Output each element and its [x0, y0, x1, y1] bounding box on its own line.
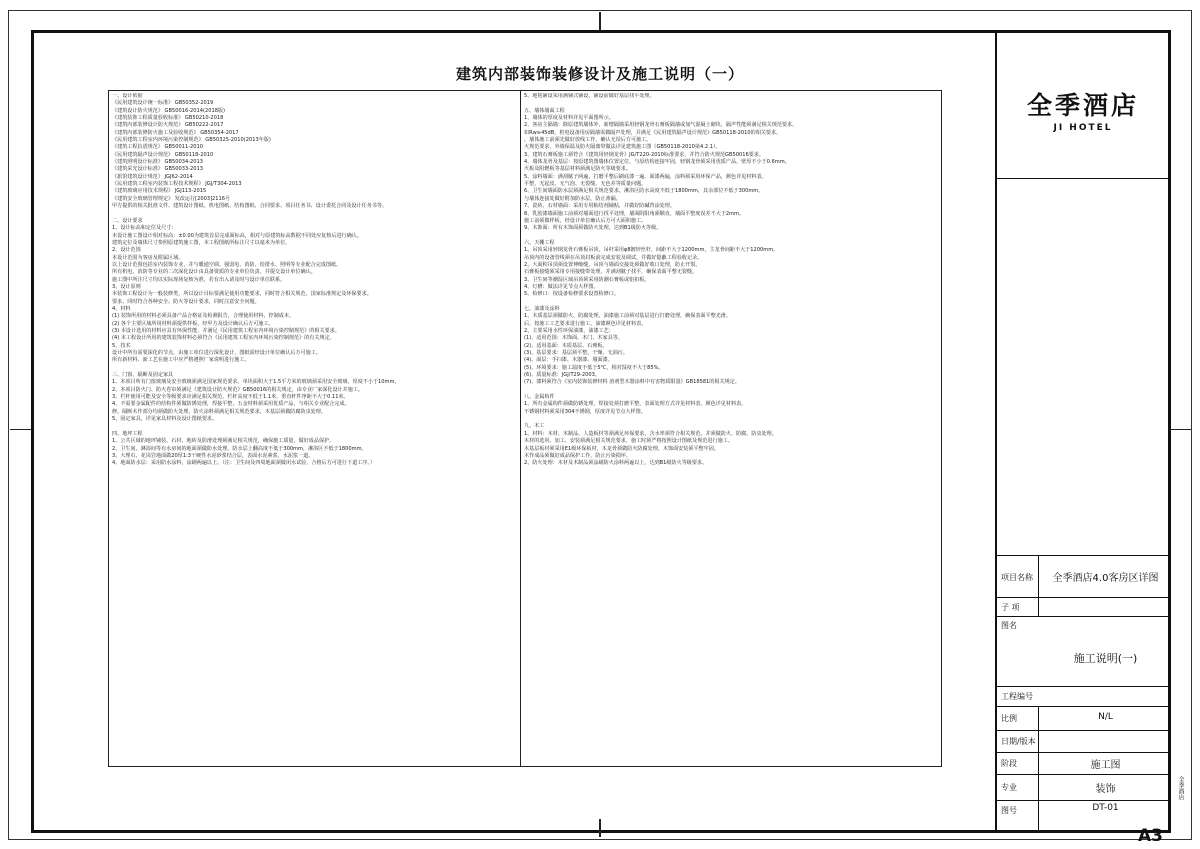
note-line: 5、地毯铺设采用满铺式铺设，铺设前做好基层找平处理。: [524, 93, 655, 99]
note-line: 1、吊顶采用轻钢龙骨石膏板吊顶，吊杆采用φ8镀锌丝杆，间距不大于1200mm，主龙骨间距不大于1200mm。: [524, 247, 779, 254]
note-line: 3、栏杆使用可能及安全等级要求应满足相关规范，栏杆高度不低于1.1米，垂直杆件净距不大于0.11米。: [112, 394, 349, 401]
note-line: 三、门窗、隔断及固定家具: [112, 372, 174, 379]
note-line: ，墙体施工前须先做好放线工作，确认无误后方可施工。: [524, 137, 652, 144]
scale-label: 比例: [1001, 714, 1017, 723]
tb-divider: [997, 597, 1171, 598]
note-line: (1)、适用范围：木饰面、木门、木家具等。: [524, 335, 623, 342]
note-line: 3、设计原则: [112, 283, 141, 290]
tb-divider: [997, 686, 1171, 687]
note-line: 一、设计依据: [112, 93, 143, 99]
note-line: 本装饰工程设计为一般装修类，所以设计目标要满足使用功能要求，同时符合相关规范、国家标准规定及环保要求。: [112, 291, 372, 298]
drawing-no-label: 图号: [1001, 806, 1017, 815]
note-line: 六、天棚工程: [524, 239, 555, 246]
note-line: 《建筑玻璃应用技术规程》 JGJ113-2015: [112, 188, 207, 195]
note-line: 4、材料: [112, 305, 131, 312]
note-line: 《建筑工程抗震规范》 GB50011-2010: [112, 144, 204, 151]
note-line: 5、检修口：按设备检修要求设置检修口。: [524, 291, 619, 298]
tb-divider: [997, 774, 1171, 775]
note-line: 吊顶内的设备管线须在吊顶封板前完成安装及调试，并做好隐蔽工程验收记录。: [524, 254, 703, 261]
note-line: 二、设计要求: [112, 217, 143, 224]
note-line: 《民用建筑隔声设计规范》 GB50118-2010: [112, 151, 214, 158]
center-tick-right: [1171, 429, 1191, 430]
note-line: (1) 装饰所用的材料必须具备产品合格证及检测报告，合理使用材料，控制成本。: [112, 313, 295, 320]
brand-logo-text: 全季酒店: [1026, 91, 1139, 120]
side-stamp-text: 全季酒店: [1177, 776, 1184, 800]
note-line: 4、地面防水层：采用防水涂料，涂刷两遍以上。（注：卫生间及四周地面须做闭水试验，合格后方可进行下道工序。）: [112, 460, 376, 467]
note-line: 《旅馆建筑设计规范》 JGJ62-2014: [112, 173, 193, 180]
note-line: 七、油漆及涂料: [524, 305, 560, 312]
note-line: 如Rw≥45dB，机电设备用房隔墙需做隔声处理，并满足《民用建筑隔声设计规范》GB50118-2010的相关要求。: [524, 129, 782, 136]
note-line: 《民用建筑工程室内环境污染控制规范》 GB50325-2010(2013年版): [112, 137, 271, 144]
tb-divider: [997, 555, 1171, 556]
date-version-label: 日期/版本: [1001, 737, 1036, 746]
note-line: 5、技术: [112, 342, 131, 349]
note-line: (4)、面层：手扫漆、木器漆、墙面漆。: [524, 357, 613, 364]
note-line: 9、木饰面：所有木饰面须做防火处理，达到B1级防火等级。: [524, 225, 662, 232]
note-line: [112, 211, 516, 218]
note-line: 与墙体连接处做好附加防水层，防止渗漏。: [524, 195, 621, 202]
tb-divider: [997, 752, 1171, 753]
note-line: 1、墙体的厚度及材料详见平面图所示。: [524, 115, 614, 122]
note-line: 1、材料：木材、木制品、人造板材等须满足环保要求，含水率须符合相关规范，并须做防火、防腐、防虫处理。: [524, 430, 777, 437]
scale-value: N/L: [1098, 712, 1113, 722]
note-line: [112, 365, 516, 372]
note-line: 2、本项目防火门、防火卷帘须满足《建筑设计防火规范》GB50016的相关规定，由专业厂家深化设计并施工。: [112, 386, 364, 393]
note-line: (7)、漆料须符合《室内装饰装修材料 溶剂型木器涂料中有害物质限量》GB18581的相关规定。: [524, 379, 740, 386]
note-line: 1、设计标高和定位及尺寸：: [112, 225, 177, 232]
project-no-label: 工程编号: [1001, 692, 1033, 701]
discipline-value: 装饰: [1095, 784, 1116, 795]
note-line: [524, 299, 938, 306]
sheet-size-label: A3: [1138, 826, 1163, 846]
tb-divider: [997, 730, 1171, 731]
note-line: 火板及阻燃板等基层材料须满足防火等级要求。: [524, 166, 631, 173]
drawing-title-label: 图名: [1001, 621, 1017, 630]
note-line: 施工图中所注尺寸均以实际现场复核为准，若有出入请及时与设计单位联系。: [112, 276, 286, 283]
note-line: (3) 本设计选用的材料应具有环保性能，并满足《民用建筑工程室内环境污染控制规范》的相关要求。: [112, 328, 340, 334]
sheet-title: 建筑内部装饰装修设计及施工说明（一）: [455, 65, 744, 83]
note-line: [524, 416, 938, 423]
tb-divider: [997, 616, 1171, 617]
project-name-value: 全季酒店4.0客房区详图: [1052, 573, 1159, 584]
note-line: 7、瓷砖、石材墙面：采用专用粘结剂铺贴，并做好防碱背涂处理。: [524, 203, 675, 210]
stage-value: 施工图: [1090, 760, 1121, 771]
note-line: 4、墙体龙骨及基层：按原建筑图墙体位置定位，与原结构连接牢固，轻钢龙骨须采用优质产品，壁厚不小于0.6mm。: [524, 159, 790, 166]
note-line: 火规范要求，外墙保温及防火隔离带做法详见建筑施工图（GB50118-2010第4.2.1）。: [524, 144, 721, 151]
discipline-label: 专业: [1001, 783, 1017, 792]
note-line: 《建筑设计防火规范》 GB50016-2014(2018版): [112, 107, 226, 114]
note-line: 木作成品须做好成品保护工作，防止污染损坏。: [524, 452, 631, 459]
note-line: 要求，同时符合各种安全、防火等设计要求，同时注意安全问题。: [112, 298, 260, 305]
note-line: 4、灯槽：做法详见节点大样图。: [524, 283, 599, 290]
note-line: (5)、环境要求：施工温度不低于5℃，相对湿度不大于85%。: [524, 364, 664, 371]
note-line: 2、大面积吊顶须设置伸缩缝，吊顶与墙面交接处须做好收口处理，防止开裂。: [524, 261, 701, 268]
note-line: 四、地坪工程: [112, 430, 143, 437]
note-line: 《民用建筑工程室内装饰工程技术规程》 JGJ/T304-2013: [112, 181, 242, 188]
note-line: 2、设计范围: [112, 247, 141, 254]
note-line: (6)、质量标准：JGJ/T29-2003。: [524, 372, 600, 379]
note-line: 八、金属构件: [524, 394, 555, 401]
tb-vdivider: [1038, 706, 1039, 833]
tb-divider: [997, 178, 1171, 179]
notes-column-divider: [520, 90, 521, 767]
brand-logo-subtext: JI HOTEL: [1053, 123, 1113, 133]
note-line: 3、大理石、花岗岩地面做20厚1:3干硬性水泥砂浆结合层，表面水泥素浆，水泥浆一道。: [112, 452, 314, 459]
note-line: [524, 387, 938, 394]
note-line: (4) 本工程设计所用的建筑装饰材料必须符合《民用建筑工程室内环境污染控制规范》的有关规定。: [112, 335, 335, 342]
note-line: (2)、适用基面：木质基层、石膏板。: [524, 342, 608, 349]
note-line: [524, 233, 938, 240]
note-line: 8、乳胶漆墙面施工前须对墙面进行找平处理，墙面阴阳角须顺直，墙面平整度误差不大于2mm。: [524, 210, 745, 217]
note-line: 《民用建筑设计统一标准》 GB50352-2019: [112, 100, 214, 107]
note-line: 甲方提供的相关批准文件、建筑设计图纸、机电图纸、结构图纸、合同要求、项目任务书、设计委托合同及设计任务书等。: [112, 203, 388, 210]
note-line: 后，按施工工艺要求进行施工，油漆颜色详见材料表。: [524, 320, 647, 327]
center-tick-bottom: [599, 819, 601, 837]
note-line: 本设计施工图设计相对标高：±0.00为建筑首层完成面标高，相对与原建筑标高数据不同处应复核后进行确认。: [112, 232, 362, 239]
tb-divider: [997, 706, 1171, 707]
note-line: 平整，无起皮、无气泡、无裂缝、无色差等质量问题。: [524, 181, 647, 188]
note-line: 施工前须做样板，经设计单位确认后方可大面积施工。: [524, 217, 647, 224]
note-line: 3、卫生间等潮湿区域吊顶须采用防潮石膏板或铝扣板。: [524, 276, 650, 283]
notes-right-column: [524, 93, 938, 765]
note-line: 不锈钢材料须采用304不锈钢，厚度详见节点大样图。: [524, 408, 646, 415]
note-line: 本设计范围为客房及附属区域。: [112, 254, 184, 261]
note-line: [112, 423, 516, 430]
drawing-no-value: DT-01: [1092, 803, 1119, 813]
note-line: 2、主要采用水性环保油漆，油漆工艺：: [524, 328, 614, 334]
subitem-label: 子 项: [1001, 603, 1020, 612]
note-line: 4、不需要金属配件的结构件须做防锈处理，焊接平整，五金材料须采用优质产品，与相关专业配合完成。: [112, 401, 350, 408]
note-line: 5、涂料墙面：满刮腻子两遍，打磨平整后刷底漆一遍，面漆两遍，涂料须采用环保产品，颜色详见材料表。: [524, 173, 767, 180]
note-line: 2、卫生间、淋浴间等有水房间的地面须做防水处理，防水层上翻高度不低于300mm，淋浴区不低于1800mm。: [112, 445, 367, 452]
note-line: 《建筑采光设计标准》 GB50033-2013: [112, 166, 204, 173]
note-line: [524, 100, 938, 107]
note-line: 所有机电、消防等专业的二次深化设计由具备资质的专业单位负责，并提交设计单位确认。: [112, 269, 316, 276]
note-line: 《建筑内部装修设计防火规范》 GB50222-2017: [112, 122, 224, 129]
note-line: 五、墙体墙面工程: [524, 107, 565, 114]
tb-vdivider: [1038, 555, 1039, 616]
note-line: 1、本项目所有门窗玻璃及安全玻璃须满足国家规范要求，单块面积大于1.5平方米的玻璃须采用安全玻璃，厚度不小于10mm。: [112, 379, 400, 386]
project-name-label: 项目名称: [1001, 573, 1033, 582]
note-line: (3)、基层要求：基层须平整、干燥、无油污。: [524, 350, 628, 357]
center-tick-left: [10, 429, 31, 430]
note-line: 设计中所有需要深化的节点，由施工单位进行深化设计，图纸需经设计单位确认后方可施工。: [112, 350, 321, 357]
note-line: 《建筑内部装修防火施工及验收规范》 GB50354-2017: [112, 129, 239, 136]
note-line: 木基层板材须采用E1级环保板材，木龙骨须做防火防腐处理，木饰面安装须平整牢固。: [524, 445, 719, 452]
note-line: 2、客房主隔墙：除原建筑墙体外，新增隔墙采用轻钢龙骨石膏板隔墙或加气混凝土砌块，隔声性能须满足相关规范要求。: [524, 122, 798, 129]
note-line: 1、木质基层须做防火、防腐处理，油漆施工前须对基层进行打磨处理，确保表面平整光滑。: [524, 313, 731, 320]
notes-left-column: [112, 93, 516, 765]
note-line: 以上设计范围包括室内装饰专业，并与暖通空调、强弱电、消防、给排水、照明等专业配合完成图纸。: [112, 261, 342, 268]
note-line: 2、防火处理：木材及木制品须涂刷防火涂料两遍以上，达到B1级防火等级要求。: [524, 460, 708, 467]
note-line: 《建筑照明设计标准》 GB50034-2013: [112, 159, 204, 166]
note-line: 修。隔断木作部分均须做防火处理，防火涂料须满足相关规范要求，木基层须做防腐防虫处理。: [112, 408, 326, 415]
stage-label: 阶段: [1001, 759, 1017, 768]
tb-divider: [997, 800, 1171, 801]
note-line: 建筑定位及墙体尺寸参照原建筑施工图，本工程图纸所标注尺寸以毫米为单位。: [112, 239, 291, 246]
note-line: 6、卫生间墙面防水层须满足相关规范要求，淋浴区防水高度不低于1800mm，其余部位不低于300mm。: [524, 188, 764, 195]
note-line: 木材的选用、加工、安装须满足相关规范要求，施工时须严格按照设计图纸及规范进行施工。: [524, 438, 733, 445]
center-tick-top: [599, 12, 601, 30]
note-line: 所有新材料、新工艺在施工中应严格遵照厂家说明进行施工。: [112, 357, 250, 364]
note-line: 1、所有金属构件须做防锈处理，焊接处须打磨平整，表面处理方式详见材料表，颜色详见材料表。: [524, 401, 747, 408]
note-line: (2) 各个主要区域所用材料须提供样板，经甲方及设计确认后方可施工。: [112, 320, 274, 327]
note-line: 《建筑装饰工程质量验收标准》 GB50210-2018: [112, 115, 224, 122]
note-line: 石膏板接缝须采用专用接缝带处理，并满刮腻子找平，确保表面平整无裂缝。: [524, 269, 698, 276]
note-line: 5、固定家具，详见家具材料及设计图纸要求。: [112, 416, 218, 423]
note-line: 九、木工: [524, 423, 545, 430]
note-line: 《建筑安全玻璃管理规定》 发改运行[2003]2116号: [112, 195, 231, 202]
drawing-title-value: 施工说明(一): [1073, 652, 1138, 665]
note-line: 3、建筑石膏板施工须符合《建筑用轻钢龙骨》JG/T220-2010标准要求，并符合防火规范GB50016要求。: [524, 151, 764, 158]
note-line: 1、公共区域的地坪铺装、石材、地砖及防滑处理须满足相关规范，确保施工质量，做好成品保护。: [112, 438, 335, 445]
